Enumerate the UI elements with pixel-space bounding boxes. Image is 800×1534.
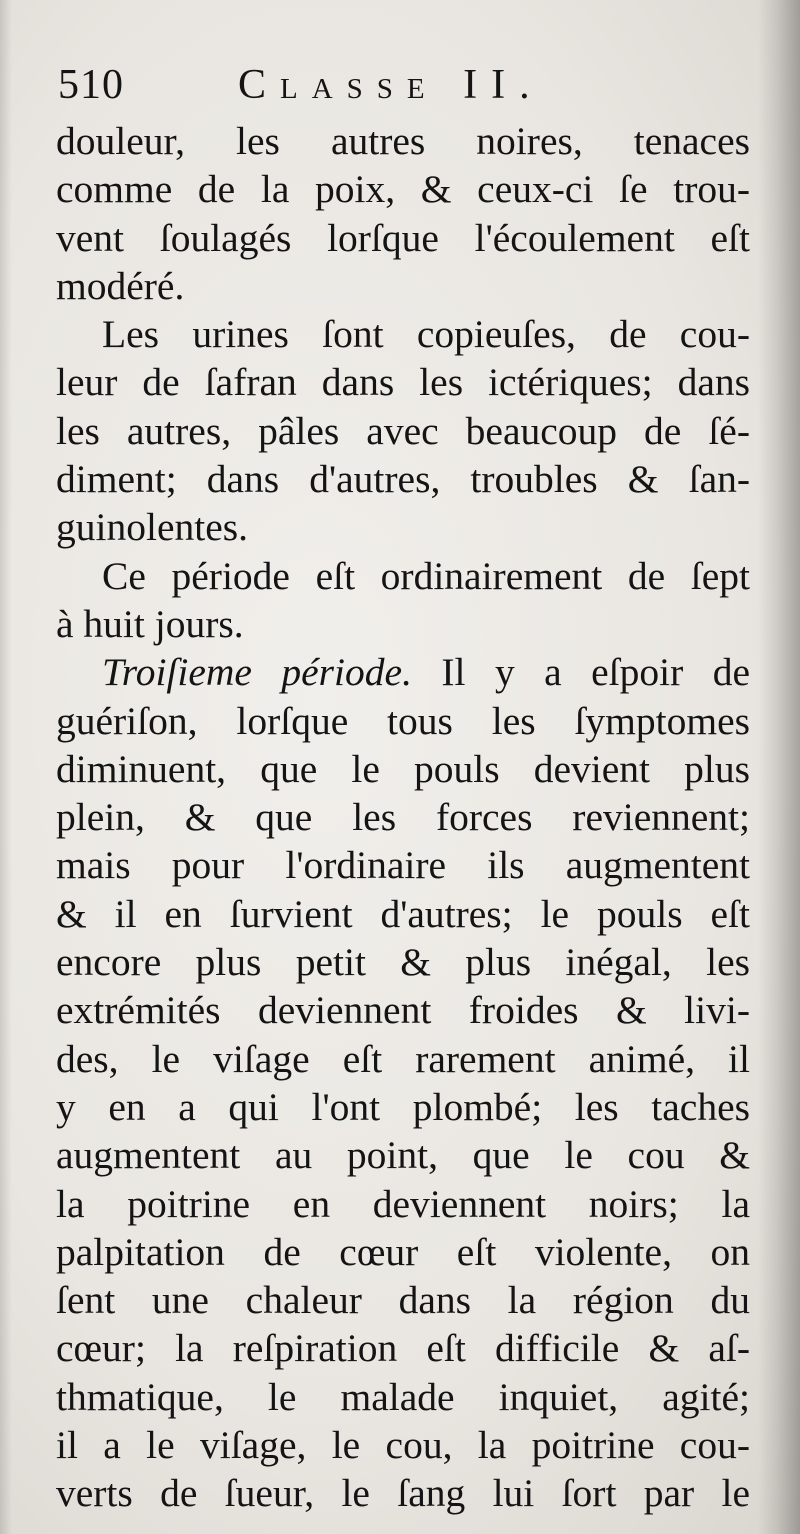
paragraph-first-line: Ce période eſt ordinairement de ſept: [102, 553, 750, 598]
page-gutter-shadow: [758, 0, 800, 1534]
text-line: guériſon, lorſque tous les ſymptomes: [56, 698, 750, 743]
page-header: [58, 55, 758, 115]
text-line: modéré.: [56, 263, 185, 308]
text-line: cœur; la reſpiration eſt difficile & aſ-: [56, 1326, 750, 1371]
text-line: extrémités deviennent froides & livi-: [56, 988, 750, 1033]
text-line: palpitation de cœur eſt violente, on: [56, 1229, 750, 1274]
text-line: thmatique, le malade inquiet, agité;: [56, 1374, 750, 1419]
text-line: diment; dans d'autres, troubles & ſan-: [56, 457, 750, 502]
text-line: augmentent au point, que le cou &: [56, 1133, 750, 1178]
text-line: guinolentes.: [56, 505, 248, 550]
page-left-shadow: [0, 0, 12, 1534]
section-heading: Troiſieme période.: [102, 650, 412, 695]
text-line: mais pour l'ordinaire ils augmentent: [56, 843, 750, 888]
text-line: comme de la poix, & ceux-ci ſe trou-: [56, 167, 750, 212]
paragraph-first-line: Les urines ſont copieuſes, de cou-: [102, 312, 750, 357]
page-number: 510: [58, 62, 124, 108]
text-line: plein, & que les forces reviennent;: [56, 795, 750, 840]
text-line: encore plus petit & plus inégal, les: [56, 940, 750, 985]
text-line: douleur, les autres noires, tenaces: [56, 119, 750, 163]
running-head: Classe II.: [238, 62, 544, 108]
text-line: les autres, pâles avec beaucoup de ſé-: [56, 408, 750, 453]
text-line: verts de ſueur, le ſang lui ſort par le: [56, 1471, 750, 1516]
text-line: vent ſoulagés lorſque l'écoulement eſt: [56, 215, 750, 260]
text-line: ſent une chaleur dans la région du: [56, 1278, 750, 1323]
text-line: diminuent, que le pouls devient plus: [56, 746, 750, 791]
section-first-line: [56, 648, 750, 696]
text-line: y en a qui l'ont plombé; les taches: [56, 1084, 750, 1129]
text-line: leur de ſafran dans les ictériques; dans: [56, 360, 750, 405]
text-line: il a le viſage, le cou, la poitrine cou-: [56, 1423, 750, 1468]
section-lead-text: Il y a eſpoir de: [441, 650, 751, 695]
text-line: des, le viſage eſt rarement animé, il: [56, 1036, 750, 1081]
text-line: la poitrine en deviennent noirs; la: [56, 1181, 750, 1226]
text-line: & il en ſurvient d'autres; le pouls eſt: [56, 891, 750, 936]
body-text: [56, 117, 750, 1518]
text-line: à huit jours.: [56, 601, 244, 646]
